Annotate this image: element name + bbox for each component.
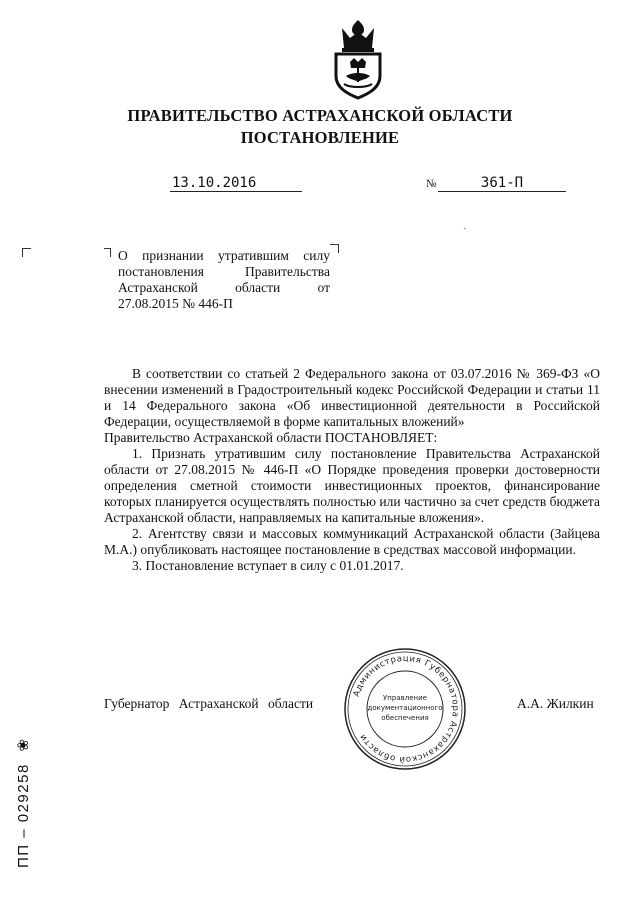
- title-line: Астраханской области от: [118, 280, 330, 295]
- coat-of-arms-icon: [328, 18, 388, 100]
- margin-mark-icon: ❀: [15, 737, 32, 752]
- margin-serial: [14, 688, 40, 868]
- corner-bracket-icon: [104, 248, 111, 257]
- tick-mark: ˎ: [463, 219, 467, 230]
- svg-text:документационного: документационного: [367, 704, 443, 712]
- official-seal-icon: [342, 646, 468, 772]
- corner-bracket-icon: [22, 248, 31, 257]
- item-1: 1. Признать утратившим силу постановление Правительства Астраханской области от 27.08.2015 № 446-П «О Порядке проведения проверки достоверности определения сметной стоимости инвестиционных проектов, финансирование которых планируется осуществлять полностью или частично за счет средств бюджета Астраханской области, направляемых на капитальные вложения».: [104, 446, 600, 525]
- signature-position: Губернатор Астраханской области: [104, 696, 314, 711]
- doc-number: 361-П: [438, 175, 566, 192]
- number-label: №: [426, 178, 437, 190]
- resolves-line: Правительство Астраханской области ПОСТАНОВЛЯЕТ:: [104, 430, 438, 445]
- margin-serial-text: ПП – 029258: [15, 763, 32, 868]
- item-3: 3. Постановление вступает в силу с 01.01.2017.: [132, 558, 404, 573]
- org-title: ПРАВИТЕЛЬСТВО АСТРАХАНСКОЙ ОБЛАСТИ: [127, 106, 513, 125]
- doc-title: [118, 248, 330, 312]
- doc-body: [104, 366, 600, 574]
- doc-date: 13.10.2016: [170, 175, 302, 192]
- corner-bracket-icon: [330, 244, 339, 253]
- doc-type: ПОСТАНОВЛЕНИЕ: [240, 128, 400, 147]
- svg-text:Управление: Управление: [383, 694, 427, 702]
- seal-ring-text: Администрация Губернатора Астраханской области: [351, 653, 461, 765]
- title-line: О признании утратившим силу: [118, 248, 330, 263]
- signature-name: А.А. Жилкин: [517, 696, 594, 711]
- title-line: постановления Правительства: [118, 264, 330, 279]
- svg-text:обеспечения: обеспечения: [381, 714, 429, 722]
- item-2: 2. Агентству связи и массовых коммуникаций Астраханской области (Зайцева М.А.) опубликовать настоящее постановление в средствах массовой информации.: [104, 526, 600, 557]
- preamble: В соответствии со статьей 2 Федерального закона от 03.07.2016 № 369-ФЗ «О внесении изменений в Градостроительный кодекс Российской Федерации и статьи 11 и 14 Федерального закона «Об инвестиционной деятельности в Российской Федерации, осуществляемой в форме капитальных вложений»: [104, 366, 600, 429]
- title-line: 27.08.2015 № 446-П: [118, 296, 233, 311]
